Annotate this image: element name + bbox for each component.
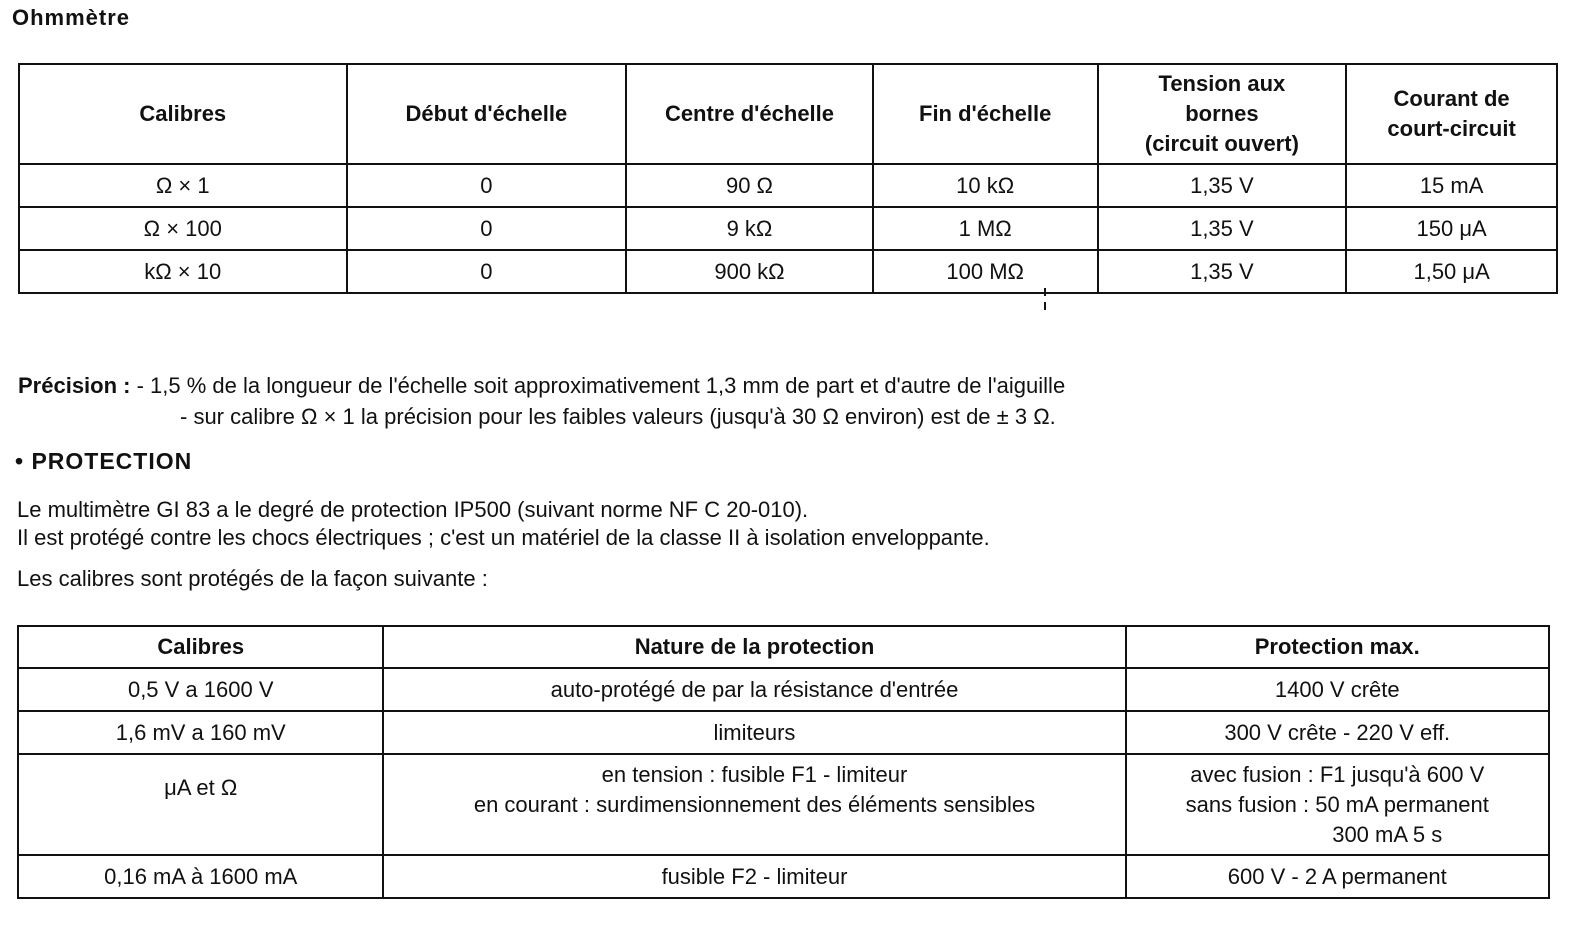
header-tension-line: Tension aux [1158,71,1286,96]
cell-courant: 150 μA [1346,207,1557,250]
cell-nature: limiteurs [383,711,1125,754]
print-mark [1044,288,1046,310]
table-header-row [18,626,1549,668]
cell-fin: 100 MΩ [873,250,1098,293]
nature-line: en tension : fusible F1 - limiteur [601,761,908,787]
ohmmetre-table [18,63,1558,294]
precision-label: Précision : [18,373,131,398]
cell-max: 600 V - 2 A permanent [1126,855,1550,898]
cell-tension: 1,35 V [1098,250,1347,293]
cell-calibre: Ω × 100 [19,207,347,250]
cell-nature: fusible F2 - limiteur [383,855,1125,898]
cell-max: 1400 V crête [1126,668,1550,711]
table-row [18,668,1549,711]
max-line: 300 mA 5 s [1332,821,1443,847]
header-nature-protection: Nature de la protection [383,626,1125,668]
table-header-row [19,64,1557,164]
table-row [19,250,1557,293]
precision-line-1 [18,370,1065,401]
header-courant-line: Courant de [1393,86,1510,111]
protection-heading: • PROTECTION [15,448,193,474]
cell-tension: 1,35 V [1098,207,1347,250]
protection-paragraph: Le multimètre GI 83 a le degré de protection IP500 (suivant norme NF C 20-010). [17,497,809,522]
cell-calibre: Ω × 1 [19,164,347,207]
cell-calibre: 0,5 V a 1600 V [18,668,383,711]
header-protection-max: Protection max. [1126,626,1550,668]
header-debut-echelle: Début d'échelle [347,64,627,164]
cell-centre: 900 kΩ [626,250,873,293]
cell-courant: 15 mA [1346,164,1557,207]
table-row [19,207,1557,250]
header-fin-echelle: Fin d'échelle [873,64,1098,164]
nature-line [384,820,1124,850]
precision-block [18,370,1065,432]
max-line: sans fusion : 50 mA permanent [1185,791,1489,817]
cell-calibre: μA et Ω [18,754,383,855]
header-tension-bornes [1098,64,1347,164]
header-calibres: Calibres [19,64,347,164]
cell-max [1126,754,1550,855]
nature-line: en courant : surdimensionnement des éléments sensibles [473,791,1036,817]
cell-fin: 10 kΩ [873,164,1098,207]
header-calibres: Calibres [18,626,383,668]
cell-calibre: 0,16 mA à 1600 mA [18,855,383,898]
table-row [19,164,1557,207]
protection-table [17,625,1550,899]
cell-nature [383,754,1125,855]
cell-calibre: 1,6 mV a 160 mV [18,711,383,754]
cell-calibre: kΩ × 10 [19,250,347,293]
max-line: avec fusion : F1 jusqu'à 600 V [1190,761,1485,787]
cell-debut: 0 [347,164,627,207]
table-row [18,711,1549,754]
cell-fin: 1 MΩ [873,207,1098,250]
cell-debut: 0 [347,250,627,293]
cell-max: 300 V crête - 220 V eff. [1126,711,1550,754]
table-row [18,754,1549,855]
precision-line-2: - sur calibre Ω × 1 la précision pour les faibles valeurs (jusqu'à 30 Ω environ) est de ± 3 Ω. [180,404,1056,429]
header-courant-court-circuit [1346,64,1557,164]
protection-paragraph: Il est protégé contre les chocs électriques ; c'est un matériel de la classe II à isolation enveloppante. [17,525,990,550]
cell-debut: 0 [347,207,627,250]
header-centre-echelle: Centre d'échelle [626,64,873,164]
header-tension-line: (circuit ouvert) [1144,131,1299,156]
cell-tension: 1,35 V [1098,164,1347,207]
cell-nature: auto-protégé de par la résistance d'entrée [383,668,1125,711]
table-row [18,855,1549,898]
header-courant-line: court-circuit [1387,116,1516,141]
cell-courant: 1,50 μA [1346,250,1557,293]
protection-paragraph: Les calibres sont protégés de la façon suivante : [17,566,488,591]
cell-centre: 90 Ω [626,164,873,207]
page-title: Ohmmètre [12,5,131,30]
precision-text-1: - 1,5 % de la longueur de l'échelle soit approximativement 1,3 mm de part et d'autre de l'aiguille [136,373,1066,398]
cell-centre: 9 kΩ [626,207,873,250]
header-tension-line: bornes [1185,101,1259,126]
